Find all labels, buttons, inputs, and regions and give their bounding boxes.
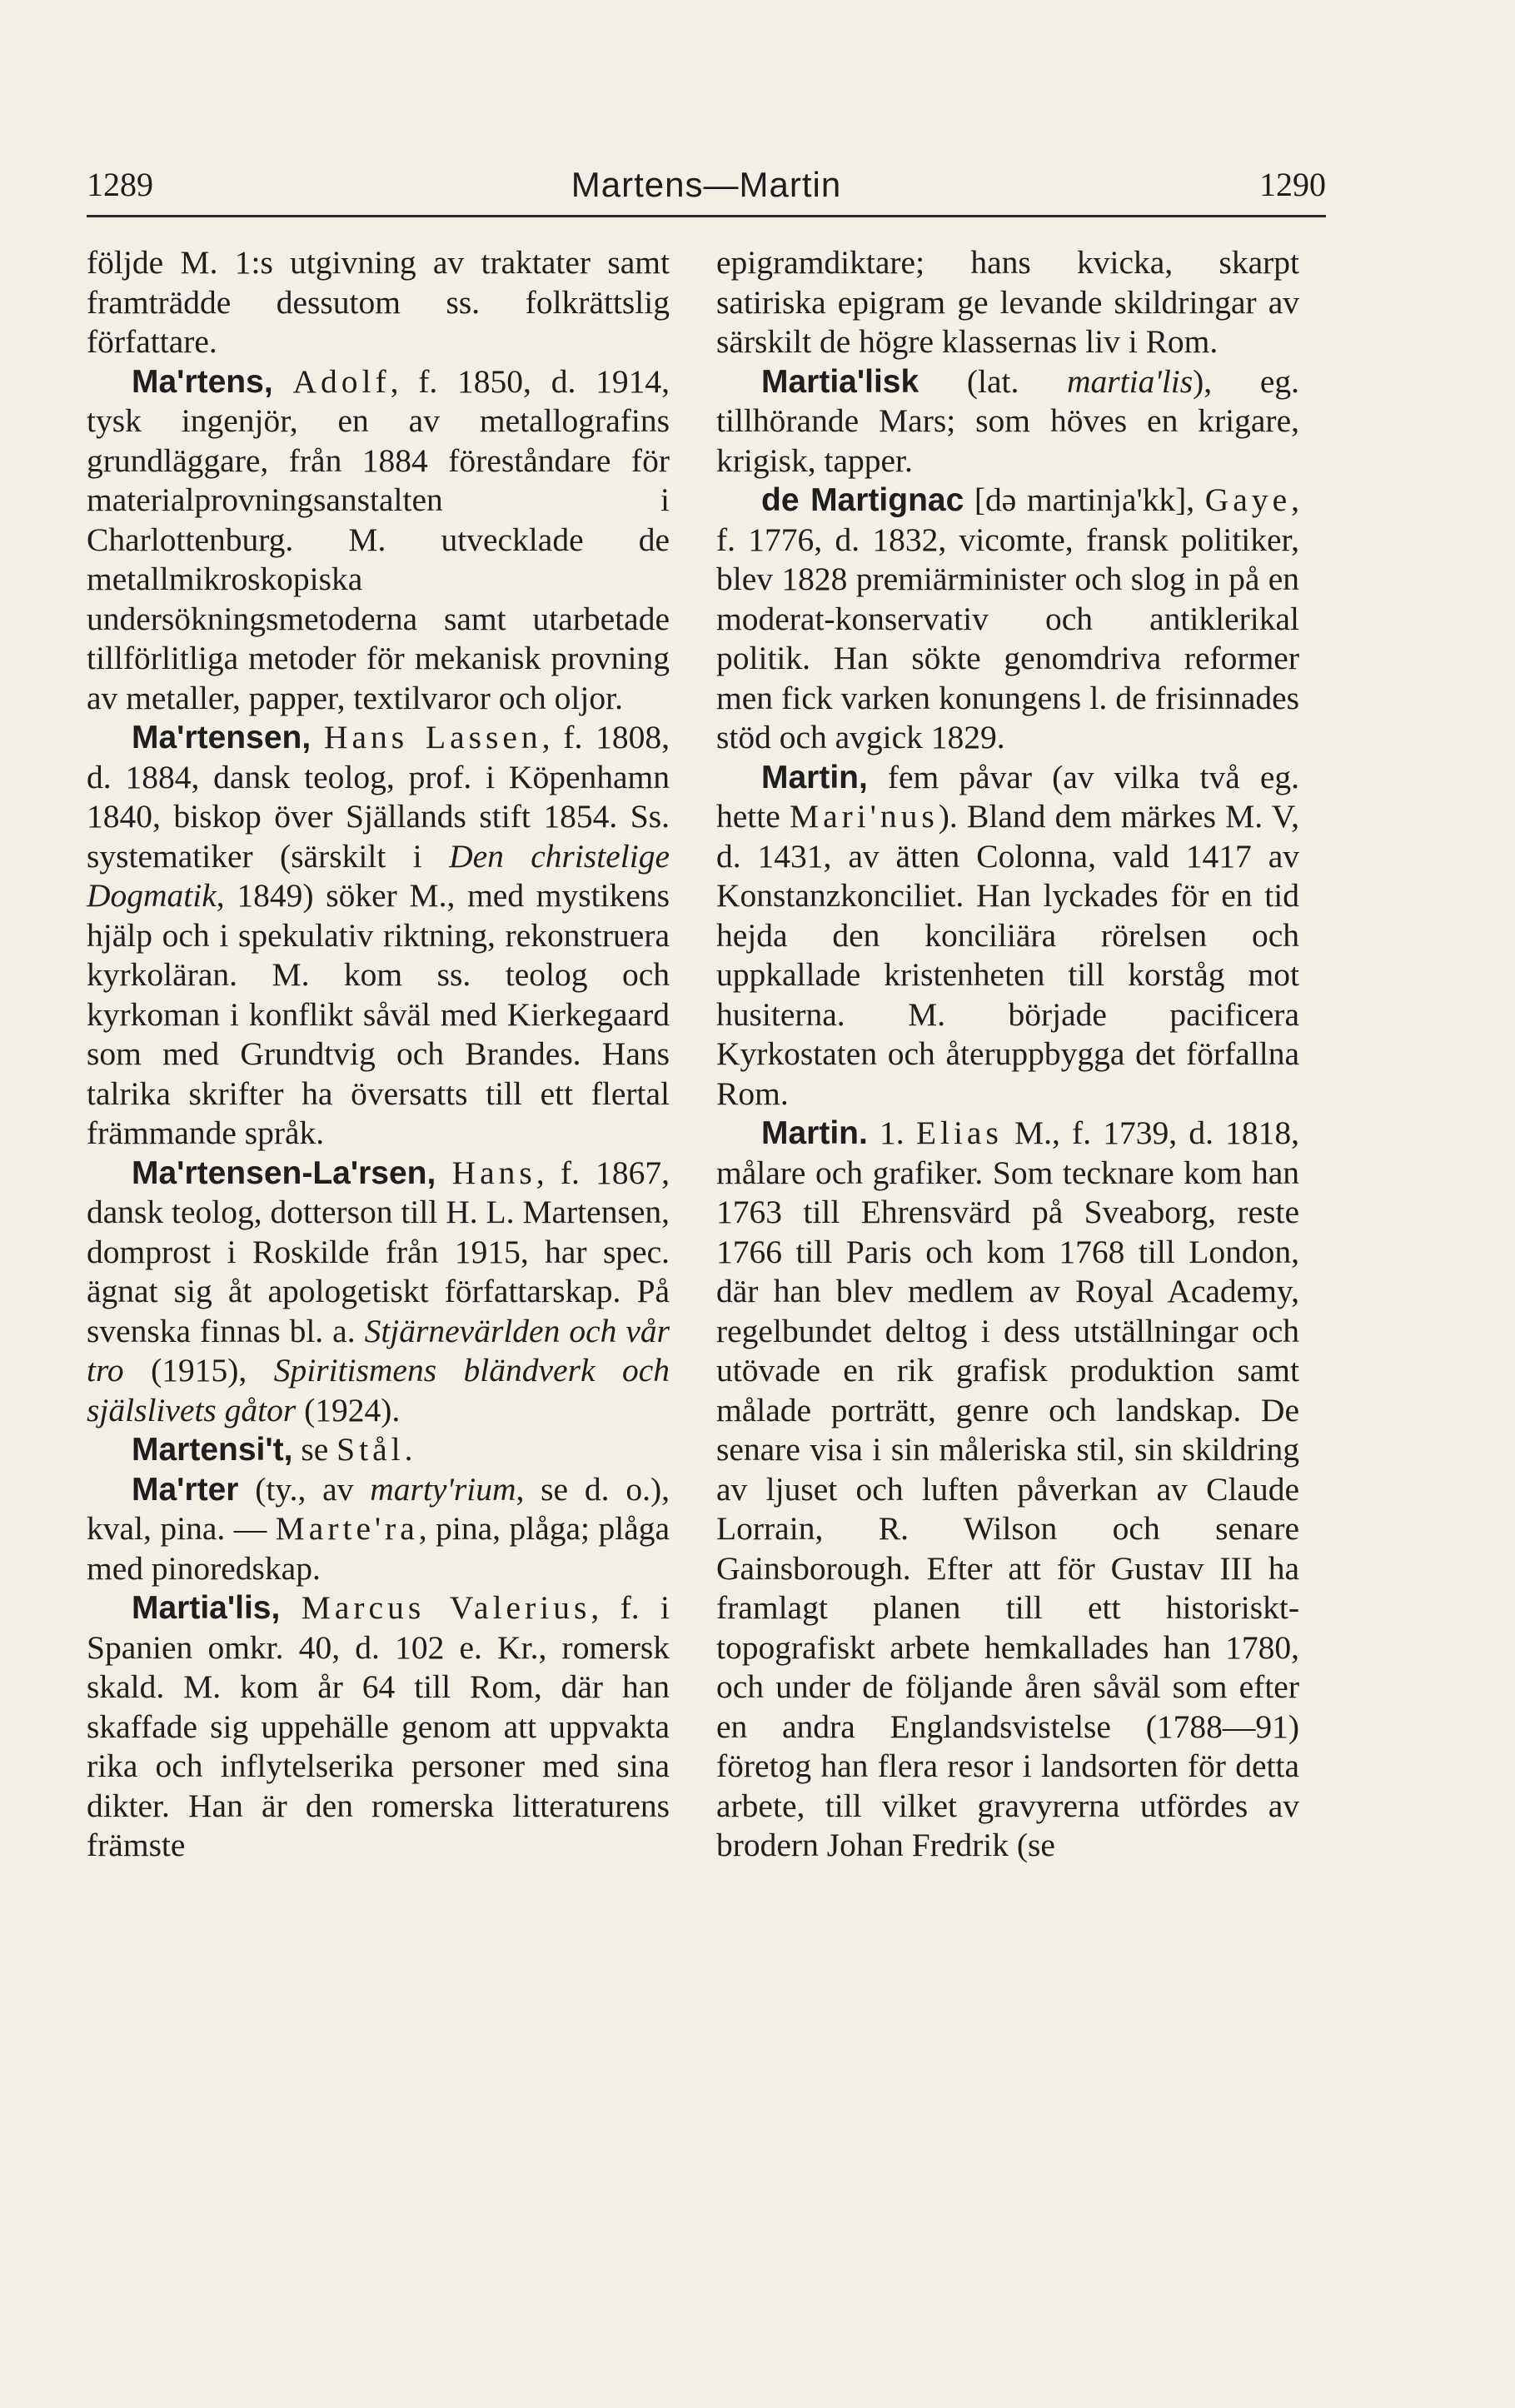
- entry-text: 1.: [867, 1114, 916, 1151]
- running-title: Martens—Martin: [571, 165, 842, 204]
- entry-headword: Martin,: [761, 759, 868, 795]
- entry-text: , f. 1808, d. 1884, dansk teolog, prof. i Köpenhamn 1840, biskop över Själlands stift 1854. Ss. systematiker (särskilt i: [87, 719, 670, 875]
- entry-text: , 1849) söker M., med mystikens hjälp och i spekulativ riktning, rekonstruera kyrkoläran. M. kom ss. teolog och kyrkoman i konflikt såväl med Kierkegaard som med Grundtvig och Brandes. Hans talrika skrifter ha översatts till ett flertal främmande språk.: [87, 877, 670, 1151]
- spaced-name: Elias: [915, 1114, 1003, 1151]
- spaced-name: Gaye: [1204, 481, 1292, 518]
- italic-title: martia'lis: [1067, 362, 1194, 400]
- italic-title: Stjärnevärlden och vår tro: [87, 1312, 670, 1388]
- dictionary-entry: [87, 243, 670, 362]
- spaced-name: Marte'ra: [275, 1510, 419, 1547]
- dictionary-entry: [87, 1588, 670, 1866]
- dictionary-entry: [87, 718, 670, 1154]
- entry-text: , f. 1867, dansk teolog, dotterson till H. L. Martensen, domprost i Roskilde från 1915, har spec. ägnat sig åt apologetiskt författarskap. På svenska finnas bl. a.: [87, 1154, 670, 1349]
- page-number-left: 1289: [87, 166, 153, 203]
- italic-title: Den christelige Dogmatik: [87, 837, 670, 914]
- entry-text: följde M. 1:s utgivning av traktater samt framträdde dessutom ss. folkrättslig författare.: [87, 244, 670, 360]
- italic-title: Spiritismens bländverk och själslivets gåtor: [87, 1352, 670, 1428]
- entry-text: ). Bland dem märkes M. V, d. 1431, av ätten Colonna, vald 1417 av Konstanzkonciliet. Han lyckades för en tid hejda den konciliära rörelsen och uppkallade kristenheten till korståg mot husiterna. M. började pacificera Kyrkostaten och återuppbygga det förfallna Rom.: [716, 798, 1299, 1112]
- entry-text: [311, 719, 324, 755]
- entry-text: (1924).: [296, 1391, 401, 1428]
- entry-text: [436, 1154, 451, 1191]
- dictionary-entry: [716, 1114, 1299, 1866]
- spaced-name: Stål: [336, 1431, 405, 1468]
- spaced-name: Adolf: [292, 362, 391, 400]
- entry-text: (1915),: [123, 1352, 274, 1388]
- entry-headword: de Martignac: [761, 482, 964, 518]
- entry-text: ), eg. tillhörande Mars; som höves en krigare, krigisk, tapper.: [716, 362, 1299, 479]
- entry-text: [280, 1589, 301, 1626]
- spaced-name: Marcus Valerius: [301, 1589, 591, 1626]
- entry-text: .: [404, 1431, 413, 1468]
- dictionary-entry: [87, 1430, 670, 1470]
- entry-headword: Martia'lis,: [132, 1590, 281, 1626]
- dictionary-entry: [716, 481, 1299, 758]
- spaced-name: Mari'nus: [790, 798, 939, 835]
- dictionary-entry: [87, 362, 670, 719]
- spaced-name: Hans Lassen: [323, 719, 542, 755]
- entry-headword: Martia'lisk: [761, 363, 919, 400]
- left-column: [87, 243, 670, 1866]
- entry-text: [273, 363, 293, 400]
- page-number-right: 1290: [1259, 166, 1326, 203]
- dictionary-entry: [716, 243, 1299, 362]
- entry-text: , pina, plåga; plåga med pinoredskap.: [87, 1510, 670, 1587]
- dictionary-entry: [87, 1154, 670, 1431]
- spaced-name: Hans: [451, 1154, 536, 1191]
- entry-text: , f. i Spanien omkr. 40, d. 102 e. Kr., romersk skald. M. kom år 64 till Rom, där han skaffade sig uppehälle genom att uppvakta rika och inflytelserika personer med sina dikter. Han är den romerska litteraturens främste: [87, 1589, 670, 1863]
- entry-text: se: [292, 1431, 337, 1468]
- entry-text: (ty., av: [238, 1470, 371, 1508]
- italic-title: marty'rium: [370, 1470, 516, 1508]
- right-column: [716, 243, 1299, 1866]
- entry-text: epigramdiktare; hans kvicka, skarpt satiriska epigram ge levande skildringar av särskilt de högre klassernas liv i Rom.: [716, 244, 1299, 360]
- entry-text: fem påvar (av vilka två eg. hette: [716, 758, 1299, 835]
- dictionary-entry: [716, 362, 1299, 481]
- dictionary-entry: [716, 758, 1299, 1114]
- entry-headword: Ma'rter: [132, 1471, 239, 1508]
- entry-headword: Ma'rtensen-La'rsen,: [132, 1154, 436, 1191]
- entry-text: (lat.: [919, 362, 1068, 400]
- entry-headword: Ma'rtensen,: [132, 720, 311, 755]
- entry-text: , f. 1850, d. 1914, tysk ingenjör, en av metallografins grundläggare, från 1884 föreståndare för materialprovningsanstalten i Charlottenburg. M. utvecklade de metallmikroskopiska undersökningsmetoderna samt utarbetade tillförlitliga metoder för mekanisk provning av metaller, papper, textilvaror och oljor.: [87, 362, 670, 716]
- page-header: [87, 160, 1326, 213]
- entry-text: , f. 1776, d. 1832, vicomte, fransk politiker, blev 1828 premiärminister och slog in på en moderat-konservativ och antiklerikal politik. Han sökte genomdriva reformer men fick varken konungens l. de frisinnades stöd och avgick 1829.: [716, 481, 1299, 755]
- entry-headword: Ma'rtens,: [132, 363, 273, 400]
- entry-text: [də martinja'kk],: [964, 481, 1205, 518]
- entry-text: M., f. 1739, d. 1818, målare och grafiker. Som tecknare kom han 1763 till Ehrensvärd på Sveaborg, reste 1766 till Paris och kom 1768 till London, där han blev medlem av Royal Academy, regelbundet deltog i dess utställningar och utövade en rik grafisk produktion samt målade porträtt, genre och landskap. De senare visa i sin måleriska stil, sin skildring av ljuset och luften påverkan av Claude Lorrain, R. Wilson och senare Gainsborough. Efter att för Gustav III ha framlagt planen till ett historiskt-topografiskt arbete hemkallades han 1780, och under de följande åren såväl som efter en andra Englandsvistelse (1788—91) företog han flera resor i landsorten för detta arbete, till vilket gravyrerna utfördes av brodern Johan Fredrik (se: [716, 1114, 1300, 1863]
- entry-headword: Martin.: [761, 1115, 868, 1151]
- entry-headword: Martensi't,: [132, 1432, 293, 1468]
- entry-text: , se d. o.), kval, pina. —: [87, 1470, 670, 1547]
- dictionary-entry: [87, 1470, 670, 1589]
- header-rule: [87, 215, 1326, 217]
